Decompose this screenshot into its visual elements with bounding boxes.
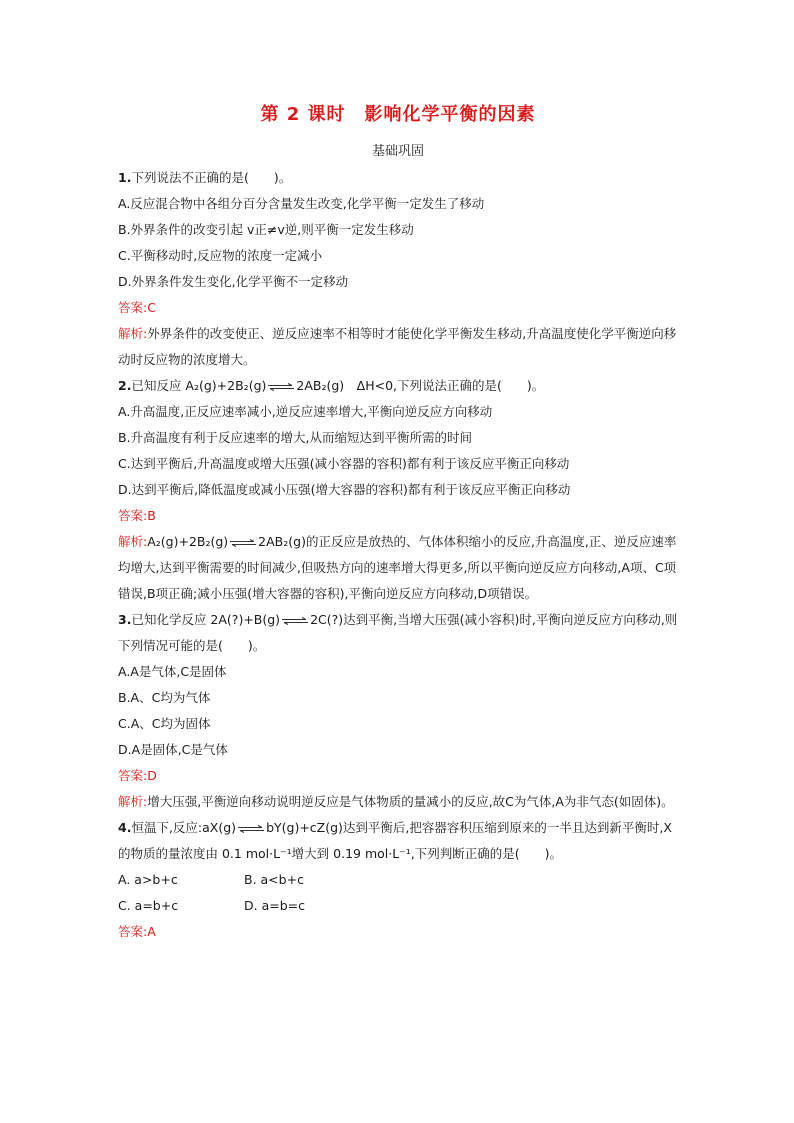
answer: 答案:A [118, 924, 156, 939]
question-4-stem [118, 815, 678, 867]
analysis-text: 外界条件的改变使正、逆反应速率不相等时才能使化学平衡发生移动,升高温度使化学平衡逆向移动时反应物的浓度增大。 [118, 326, 677, 367]
question-1-stem [118, 165, 678, 191]
analysis-text-post: 2AB₂(g)的正反应是放热的、气体体积缩小的反应,升高温度,正、逆反应速率均增大,达到平衡需要的时间减少,但吸热方向的速率增大得更多,所以平衡向逆反应方向移动,A项、C项错误,B项正确;减小压强(增大容器的容积),平衡向逆反应方向移动,D项错误。 [118, 534, 677, 601]
option-c: C.达到平衡后,升高温度或增大压强(减小容器的容积)都有利于该反应平衡正向移动 [118, 456, 570, 471]
question-text-pre: 已知化学反应 2A(?)+B(g) [131, 612, 281, 627]
answer: 答案:B [118, 508, 156, 523]
analysis-text-pre: A₂(g)+2B₂(g) [147, 534, 229, 549]
question-text-post: 2C(?)达到平衡,当增大压强(减小容积)时,平衡向逆反应方向移动,则下列情况可能的是( )。 [118, 612, 678, 653]
option-b: B. a<b+c [244, 872, 304, 887]
option-a: A.A是气体,C是固体 [118, 664, 227, 679]
question-number: 2. [118, 378, 132, 393]
question-number: 4. [118, 820, 132, 835]
option-d: D.A是固体,C是气体 [118, 742, 228, 757]
analysis-label: 解析: [118, 326, 148, 341]
question-number: 3. [118, 612, 132, 627]
options-row [118, 867, 678, 893]
question-text: 下列说法不正确的是( )。 [131, 170, 292, 185]
equilibrium-arrow-icon [281, 617, 309, 625]
question-3-stem [118, 607, 678, 659]
option-c: C. a=b+c [118, 898, 179, 913]
analysis [118, 529, 678, 607]
option-b: B.升高温度有利于反应速率的增大,从而缩短达到平衡所需的时间 [118, 430, 473, 445]
option-d: D.外界条件发生变化,化学平衡不一定移动 [118, 274, 349, 289]
option-c: C.平衡移动时,反应物的浓度一定减小 [118, 248, 323, 263]
option-c: C.A、C均为固体 [118, 716, 211, 731]
equilibrium-arrow-icon [237, 825, 265, 833]
worksheet-page [118, 100, 678, 945]
question-text-post: bY(g)+cZ(g)达到平衡后,把容器容积压缩到原来的一半且达到新平衡时,X的物质的量浓度由 0.1 mol·L⁻¹增大到 0.19 mol·L⁻¹,下列判断正确的是( )。 [118, 820, 672, 861]
answer: 答案:D [118, 768, 157, 783]
option-a: A.反应混合物中各组分百分含量发生改变,化学平衡一定发生了移动 [118, 196, 485, 211]
option-b: B.A、C均为气体 [118, 690, 211, 705]
question-2-stem [118, 373, 678, 399]
options-row [118, 893, 678, 919]
question-text-post: 2AB₂(g) ΔH<0,下列说法正确的是( )。 [296, 378, 545, 393]
option-a: A. a>b+c [118, 872, 178, 887]
analysis [118, 321, 678, 373]
equilibrium-arrow-icon [229, 539, 257, 547]
analysis-label: 解析: [118, 534, 148, 549]
option-b: B.外界条件的改变引起 v正≠v逆,则平衡一定发生移动 [118, 222, 414, 237]
question-text-pre: 已知反应 A₂(g)+2B₂(g) [131, 378, 267, 393]
equilibrium-arrow-icon [267, 383, 295, 391]
option-a: A.升高温度,正反应速率减小,逆反应速率增大,平衡向逆反应方向移动 [118, 404, 493, 419]
question-number: 1. [118, 170, 132, 185]
lesson-title: 第 2 课时 影响化学平衡的因素 [260, 104, 536, 125]
analysis [118, 789, 678, 815]
option-d: D.达到平衡后,降低温度或减小压强(增大容器的容积)都有利于该反应平衡正向移动 [118, 482, 571, 497]
question-text-pre: 恒温下,反应:aX(g) [131, 820, 237, 835]
analysis-label: 解析: [118, 794, 148, 809]
option-d: D. a=b=c [244, 898, 305, 913]
answer: 答案:C [118, 300, 156, 315]
analysis-text: 增大压强,平衡逆向移动说明逆反应是气体物质的量减小的反应,故C为气体,A为非气态(如固体)。 [147, 794, 674, 809]
section-heading: 基础巩固 [371, 144, 424, 159]
